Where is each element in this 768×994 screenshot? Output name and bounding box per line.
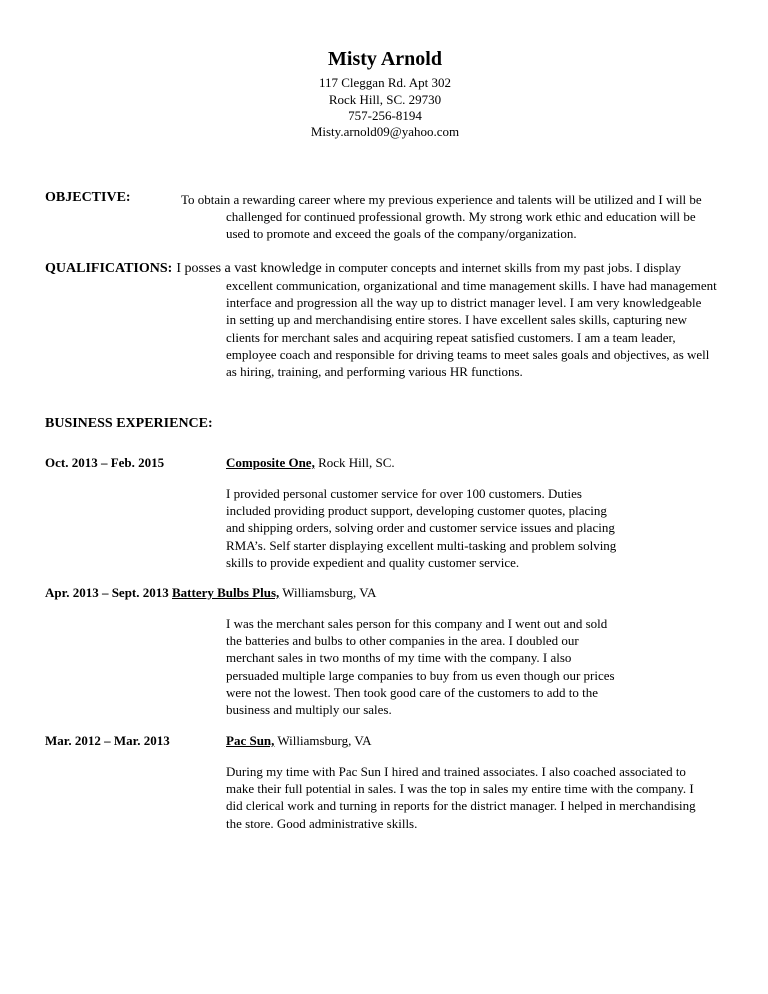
experience-heading: BUSINESS EXPERIENCE: — [45, 416, 213, 431]
company-name: Pac Sun, — [226, 733, 275, 748]
job-description — [226, 763, 696, 832]
job-employer — [226, 454, 395, 471]
qualifications-label: QUALIFICATIONS: — [45, 261, 173, 276]
company-location: Williamsburg, VA — [279, 585, 377, 600]
qualifications-first-line: in computer concepts and internet skills from my past jobs. I display — [321, 260, 681, 275]
job-line: were not the lowest. Then took good care of the customers to add to the — [226, 684, 598, 700]
company-name: Composite One, — [226, 455, 315, 470]
objective-first-line: To obtain a rewarding career where my previous experience and talents will be utilized and I will be — [181, 192, 702, 207]
qualifications-lead: I posses a vast knowledge — [176, 261, 322, 276]
job-line: merchant sales in two months of my time with the company. I also — [226, 650, 572, 666]
job-dates: Oct. 2013 – Feb. 2015 — [45, 455, 165, 470]
job-line: did clerical work and turning in reports for the district manager. I helped in merchandising — [226, 798, 696, 814]
job-line: During my time with Pac Sun I hired and trained associates. I also coached associated to — [226, 764, 686, 779]
job-line: skills to provide expedient and quality customer service. — [226, 554, 520, 570]
phone-number: 757-256-8194 — [348, 108, 422, 123]
qualifications-line: interface and progression all the way up to district manager level. I am very knowledgeable — [226, 295, 702, 311]
address-line-1: 117 Cleggan Rd. Apt 302 — [318, 75, 452, 90]
job-description — [226, 615, 615, 718]
job-line: business and multiply our sales. — [226, 702, 392, 718]
qualifications-line: clients for merchant sales and acquiring repeat satisfied customers. I am a team leader, — [226, 329, 676, 345]
job-line: included providing product support, developing customer quotes, placing — [226, 503, 607, 519]
company-location: Williamsburg, VA — [274, 733, 372, 748]
job-dates: Mar. 2012 – Mar. 2013 — [45, 733, 170, 748]
objective-label: OBJECTIVE: — [45, 190, 131, 205]
qualifications-line: in setting up and merchandising entire stores. I have excellent sales skills, capturing new — [226, 312, 688, 328]
qualifications-line: excellent communication, organizational and time management skills. I have had management — [226, 278, 717, 293]
job-line: and shipping orders, solving order and customer service issues and placing — [226, 520, 615, 536]
job-dates: Apr. 2013 – Sept. 2013 — [45, 585, 169, 600]
company-location: Rock Hill, SC. — [314, 455, 395, 470]
objective-body — [226, 208, 696, 242]
email-address: Misty.arnold09@yahoo.com — [310, 124, 460, 139]
objective-line: used to promote and exceed the goals of the company/organization. — [226, 226, 577, 242]
candidate-name: Misty Arnold — [328, 48, 442, 70]
job-line: make their full potential in sales. I was the top in sales my entire time with the company. I — [226, 781, 694, 797]
company-name: Battery Bulbs Plus, — [172, 585, 280, 600]
job-line: the batteries and bulbs to other companies in the area. I doubled our — [226, 633, 579, 649]
job-line: RMA’s. Self starter displaying excellent multi-tasking and problem solving — [226, 537, 617, 553]
job-line: I was the merchant sales person for this company and I went out and sold — [226, 616, 608, 631]
job-line: I provided personal customer service for over 100 customers. Duties — [226, 486, 582, 501]
objective-line: challenged for continued professional growth. My strong work ethic and education will be — [226, 209, 696, 224]
qualifications-line: as hiring, training, and performing various HR functions. — [226, 364, 523, 380]
job-description — [226, 485, 616, 571]
job-line: persuaded multiple large companies to buy from us even though our prices — [226, 667, 615, 683]
qualifications-body — [226, 277, 717, 380]
job-employer — [226, 732, 372, 749]
job-header-row — [45, 584, 376, 601]
qualifications-line: employee coach and responsible for driving teams to meet sales goals and objectives, as well — [226, 346, 710, 362]
address-line-2: Rock Hill, SC. 29730 — [328, 92, 442, 107]
job-line: the store. Good administrative skills. — [226, 815, 418, 831]
qualifications-first-row — [45, 259, 681, 277]
